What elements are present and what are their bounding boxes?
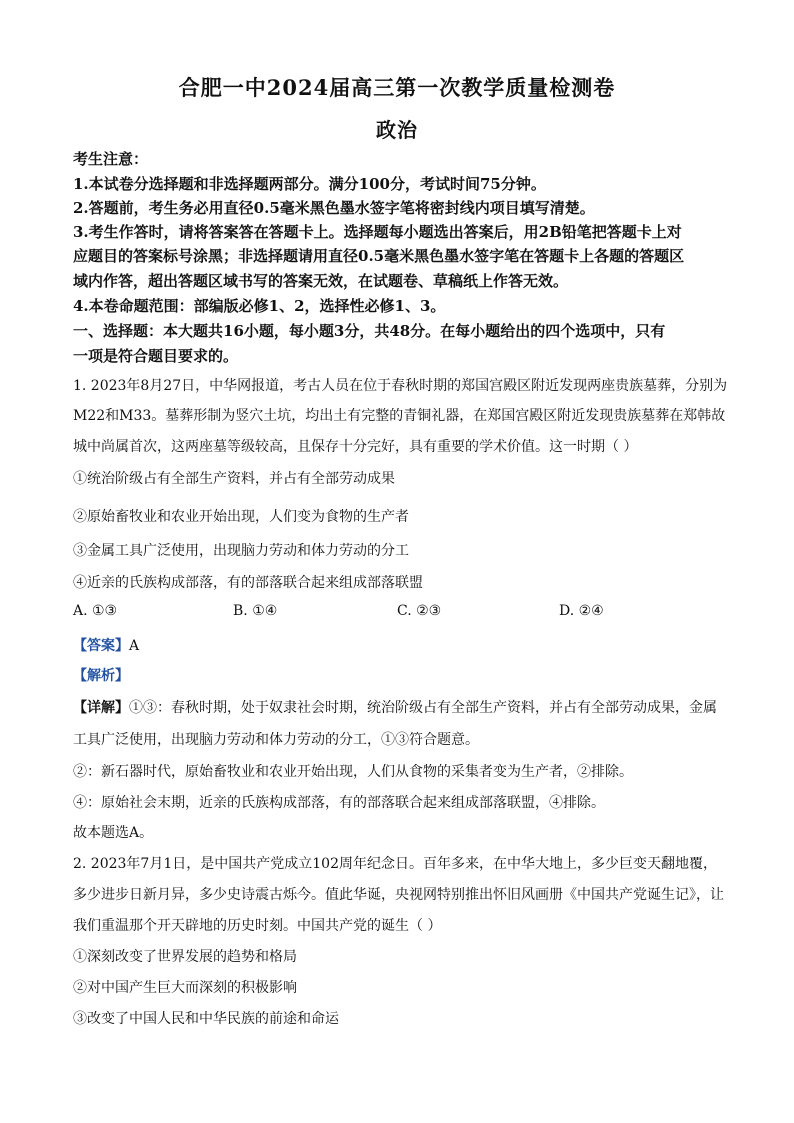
exam-title: 合肥一中2024届高三第一次教学质量检测卷 (178, 75, 616, 100)
notice-item: 1.本试卷分选择题和非选择题两部分。满分100分，考试时间75分钟。 (73, 175, 546, 193)
q1-detail-line: ④：原始社会末期，近亲的氏族构成部落，有的部落联合起来组成部落联盟，④排除。 (73, 795, 605, 811)
detail-tag: 【详解】 (73, 700, 129, 716)
notice-item: 域内作答，超出答题区域书写的答案无效，在试题卷、草稿纸上作答无效。 (73, 272, 569, 290)
section-heading: 一、选择题：本大题共16小题，每小题3分，共48分。在每小题给出的四个选项中，只有 (73, 322, 666, 340)
section-heading-cont: 一项是符合题目要求的。 (73, 347, 239, 365)
answer-value: A (129, 638, 140, 654)
q1-statement: ①统治阶级占有全部生产资料，并占有全部劳动成果 (73, 471, 395, 487)
q1-detail-line: 工具广泛使用，出现脑力劳动和体力劳动的分工，①③符合题意。 (73, 732, 479, 748)
q1-statement: ②原始畜牧业和农业开始出现，人们变为食物的生产者 (73, 509, 409, 525)
q1-detail-line (73, 697, 733, 717)
q1-stem-line: 城中尚属首次，这两座墓等级较高，且保存十分完好，具有重要的学术价值。这一时期（ ） (73, 439, 638, 455)
q1-conclusion: 故本题选A。 (73, 825, 154, 841)
q1-statement: ③金属工具广泛使用，出现脑力劳动和体力劳动的分工 (73, 543, 409, 559)
q1-analysis (73, 665, 733, 685)
answer-tag: 【答案】 (73, 638, 129, 654)
analysis-tag: 【解析】 (73, 668, 129, 684)
detail-text: ①③：春秋时期，处于奴隶社会时期，统治阶级占有全部生产资料，并占有全部劳动成果，金属 (129, 700, 717, 716)
q2-statement: ③改变了中国人民和中华民族的前途和命运 (73, 1011, 339, 1027)
notice-item: 3.考生作答时，请将答案答在答题卡上。选择题每小题选出答案后，用2B铅笔把答题卡上对 (73, 223, 682, 241)
notice-item: 2.答题前，考生务必用直径0.5毫米黑色墨水签字笔将密封线内项目填写清楚。 (73, 199, 595, 217)
q2-stem-line: 我们重温那个开天辟地的历史时刻。中国共产党的诞生（ ） (73, 918, 442, 934)
subject-title: 政治 (376, 118, 418, 142)
q1-stem-line: M22和M33。墓葬形制为竖穴土坑，均出土有完整的青铜礼器，在郑国宫殿区附近发现贵族墓葬在郑韩故 (73, 408, 726, 424)
q1-option-b: B. ①④ (233, 603, 278, 619)
q1-stem-line: 1. 2023年8月27日，中华网报道，考古人员在位于春秋时期的郑国宫殿区附近发现两座贵族墓葬，分别为 (73, 378, 728, 394)
q1-answer (73, 635, 733, 655)
q2-statement: ②对中国产生巨大而深刻的积极影响 (73, 980, 297, 996)
q2-stem-line: 2. 2023年7月1日，是中国共产党成立102周年纪念日。百年多来，在中华大地上，多少巨变天翻地覆， (73, 856, 717, 872)
notice-item: 4.本卷命题范围：部编版必修1、2，选择性必修1、3。 (73, 297, 446, 315)
notice-item: 应题目的答案标号涂黑；非选择题请用直径0.5毫米黑色墨水签字笔在答题卡上各题的答题区 (73, 247, 685, 265)
q1-option-a: A. ①③ (73, 603, 118, 619)
q1-option-c: C. ②③ (397, 603, 442, 619)
q1-statement: ④近亲的氏族构成部落，有的部落联合起来组成部落联盟 (73, 575, 423, 591)
q2-statement: ①深刻改变了世界发展的趋势和格局 (73, 949, 297, 965)
q1-detail-line: ②：新石器时代，原始畜牧业和农业开始出现，人们从食物的采集者变为生产者，②排除。 (73, 764, 633, 780)
q2-stem-line: 多少进步日新月异，多少史诗震古烁今。值此华诞，央视网特别推出怀旧风画册《中国共产党诞生记》，让 (73, 887, 724, 903)
q1-option-d: D. ②④ (559, 603, 604, 619)
notice-heading: 考生注意： (73, 150, 149, 168)
